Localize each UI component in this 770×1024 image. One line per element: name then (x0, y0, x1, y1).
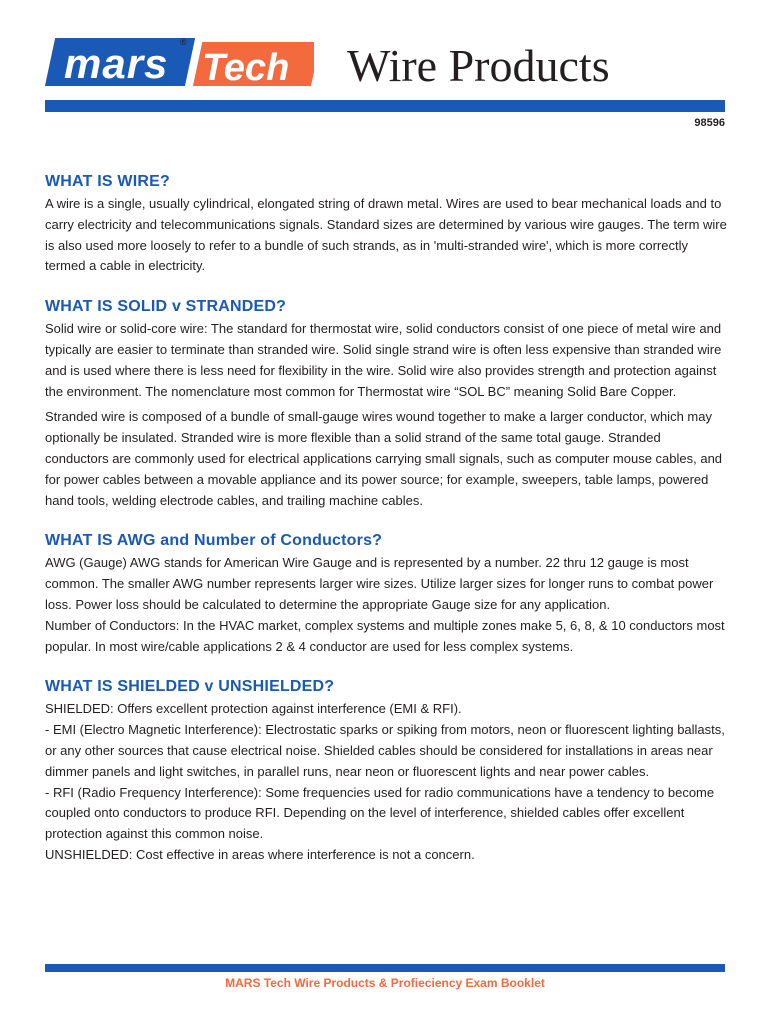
logo-brand-right: Tech (202, 47, 290, 89)
section-paragraph: Solid wire or solid-core wire: The standard for thermostat wire, solid conductors consist of one piece of metal wire and typically are easier to terminate than stranded wire. Solid single strand wire is often less expensive than stranded wire and is used where there is less need for flexibility in the wire. Solid wire also provides strength and protection against the environment. The nomenclature most common for Thermostat wire “SOL BC” meaning Solid Bare Copper. (45, 321, 722, 399)
section-heading: WHAT IS SOLID v STRANDED? (45, 298, 287, 316)
section-paragraph: - EMI (Electro Magnetic Interference): Electrostatic sparks or spiking from motors, neon or fluorescent lighting ballasts, or any other sources that cause electrical noise. Shielded cables should be considered for installations in areas near dimmer panels and light switches, in parallel runs, near neon or fluorescent lights and near power cables. (45, 722, 725, 779)
section-heading: WHAT IS SHIELDED v UNSHIELDED? (45, 678, 335, 696)
section-paragraph: A wire is a single, usually cylindrical, elongated string of drawn metal. Wires are used to bear mechanical loads and to carry electricity and telecommunications signals. Standard sizes are determined by various wire gauges. The term wire is also used more loosely to refer to a bundle of such strands, as in 'multi-stranded wire', which is more correctly termed a cable in electricity. (45, 196, 727, 274)
section-heading: WHAT IS WIRE? (45, 173, 170, 190)
main-content (45, 172, 727, 886)
footer-text: MARS Tech Wire Products & Profieciency Exam Booklet (225, 976, 545, 990)
section-paragraph: SHIELDED: Offers excellent protection against interference (EMI & RFI). (45, 701, 462, 717)
section-solid-v-stranded (45, 297, 727, 511)
section-awg-conductors (45, 531, 727, 657)
section-paragraph: - RFI (Radio Frequency Interference): Some frequencies used for radio communications have a tendency to become coupled onto conductors to produce RFI. Depending on the level of interference, shielded cables offer excellent protection against this common noise. (45, 784, 715, 842)
section-paragraph: Stranded wire is composed of a bundle of small-gauge wires wound together to make a larger conductor, which may optionally be insulated. Stranded wire is more flexible than a solid strand of the same total gauge. Stranded conductors are commonly used for electrical applications carrying small signals, such as computer mouse cables, and for power cables between a movable appliance and its power source; for example, sweepers, table lamps, powered hand tools, welding electrode cables, and trailing machine cables. (45, 409, 723, 508)
logo-registered-mark: ® (180, 37, 187, 47)
section-paragraph: UNSHIELDED: Cost effective in areas where interference is not a concern. (45, 846, 475, 862)
section-heading: WHAT IS AWG and Number of Conductors? (45, 532, 383, 550)
document-number: 98596 (694, 117, 725, 129)
section-paragraph: AWG (Gauge) AWG stands for American Wire Gauge and is represented by a number. 22 thru 12 gauge is most common. The smaller AWG number represents larger wire sizes. Utilize larger sizes for longer runs to combat power loss. Power loss should be calculated to determine the appropriate Gauge size for any application. (45, 555, 714, 612)
page-title: Wire Products (347, 40, 610, 91)
mars-tech-logo (42, 34, 314, 92)
section-shielded-v-unshielded (45, 677, 727, 865)
footer-divider (45, 964, 725, 972)
section-paragraph: Number of Conductors: In the HVAC market, complex systems and multiple zones make 5, 6, 8, & 10 conductors most popular. In most wire/cable applications 2 & 4 conductor are used for less complex systems. (45, 617, 725, 654)
header-divider (45, 100, 725, 112)
section-what-is-wire (45, 172, 727, 277)
logo-brand-left: mars (64, 40, 169, 87)
